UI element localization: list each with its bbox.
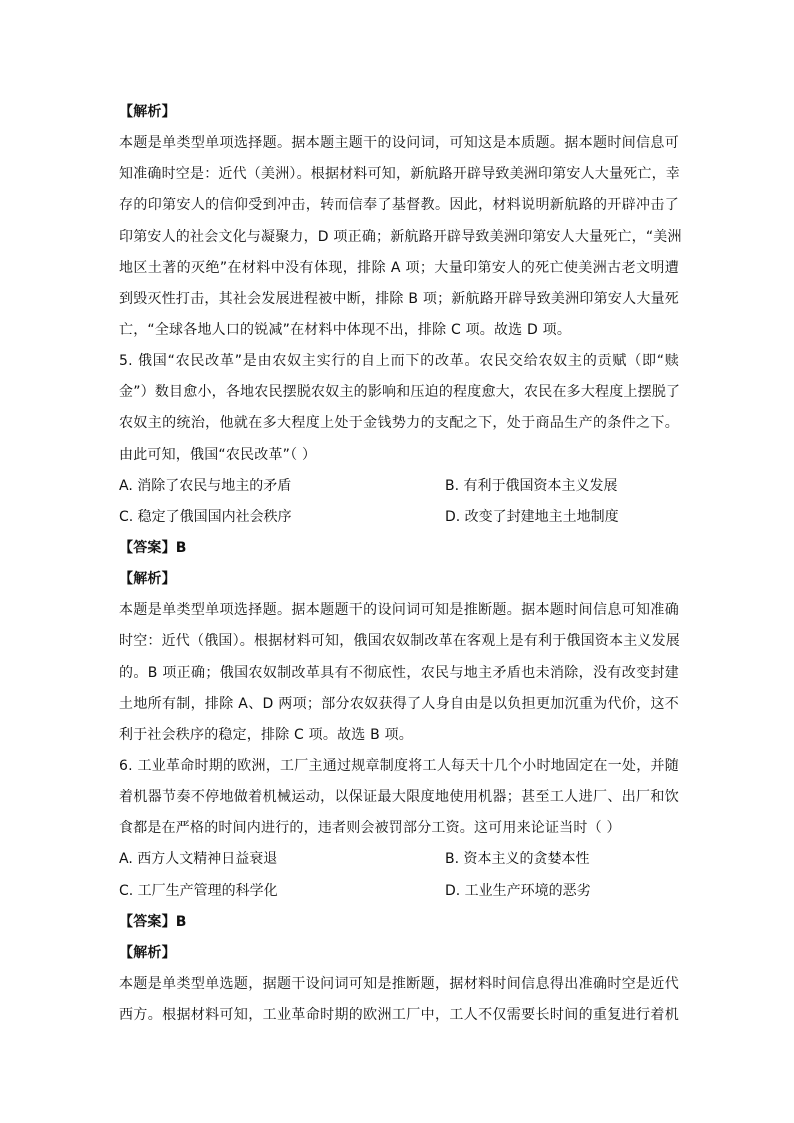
question-5-analysis-line: 利于社会秩序的稳定，排除 C 项。故选 B 项。 bbox=[119, 727, 413, 743]
question-5-analysis-line: 的。B 项正确；俄国农奴制改革具有不彻底性，农民与地主矛盾也未消除，没有改变封建 bbox=[119, 665, 679, 681]
analysis-heading: 【解析】 bbox=[119, 104, 176, 120]
question-5-stem: 5. 俄国“农民改革”是由农奴主实行的自上而下的改革。农民交给农奴主的贡赋（即“赎 bbox=[119, 353, 679, 369]
question-6-stem: 食都是在严格的时间内进行的，违者则会被罚部分工资。这可用来论证当时（ ） bbox=[119, 820, 621, 836]
question-5-option-c: C. 稳定了俄国国内社会秩序 bbox=[119, 509, 292, 525]
analysis-line: 存的印第安人的信仰受到冲击，转而信奉了基督教。因此，材料说明新航路的开辟冲击了 bbox=[119, 197, 679, 213]
analysis-line: 印第安人的社会文化与凝聚力，D 项正确；新航路开辟导致美洲印第安人大量死亡，“美洲 bbox=[119, 229, 682, 245]
question-6-answer: 【答案】B bbox=[119, 914, 187, 930]
question-5-stem: 由此可知，俄国“农民改革”（ ） bbox=[119, 447, 317, 463]
analysis-line: 到毁灭性打击，其社会发展进程被中断，排除 B 项；新航路开辟导致美洲印第安人大量死 bbox=[119, 291, 679, 307]
question-5-answer: 【答案】B bbox=[119, 540, 187, 556]
question-5-analysis-line: 土地所有制，排除 A、D 两项；部分农奴获得了人身自由是以负担更加沉重为代价，这不 bbox=[119, 696, 679, 712]
question-6-stem: 6. 工业革命时期的欧洲，工厂主通过规章制度将工人每天十几个小时地固定在一处，并随 bbox=[119, 758, 679, 774]
question-6-analysis-line: 西方。根据材料可知，工业革命时期的欧洲工厂中，工人不仅需要长时间的重复进行着机 bbox=[119, 1007, 679, 1023]
question-5-option-d: D. 改变了封建地主土地制度 bbox=[445, 509, 619, 525]
analysis-line: 本题是单类型单项选择题。据本题主题干的设问词，可知这是本质题。据本题时间信息可 bbox=[119, 135, 679, 151]
question-6-stem: 着机器节奏不停地做着机械运动，以保证最大限度地使用机器；甚至工人进厂、出厂和饮 bbox=[119, 789, 679, 805]
analysis-line: 亡，“全球各地人口的锐减”在材料中体现不出，排除 C 项。故选 D 项。 bbox=[119, 322, 572, 338]
question-6-analysis-heading: 【解析】 bbox=[119, 945, 176, 961]
question-5-option-b: B. 有利于俄国资本主义发展 bbox=[445, 478, 618, 494]
question-5-analysis-heading: 【解析】 bbox=[119, 571, 176, 587]
question-6-option-d: D. 工业生产环境的恶劣 bbox=[445, 883, 591, 899]
question-5-analysis-line: 时空：近代（俄国）。根据材料可知，俄国农奴制改革在客观上是有利于俄国资本主义发展 bbox=[119, 633, 680, 649]
question-6-option-c: C. 工厂生产管理的科学化 bbox=[119, 883, 278, 899]
question-5-stem: 金”）数目愈小，各地农民摆脱农奴主的影响和压迫的程度愈大，农民在多大程度上摆脱了 bbox=[119, 384, 681, 400]
question-6-analysis-line: 本题是单类型单选题，据题干设问词可知是推断题，据材料时间信息得出准确时空是近代 bbox=[119, 976, 679, 992]
question-5-stem: 农奴主的统治，他就在多大程度上处于金钱势力的支配之下，处于商品生产的条件之下。 bbox=[119, 415, 679, 431]
question-5-analysis-line: 本题是单类型单项选择题。据本题题干的设问词可知是推断题。据本题时间信息可知准确 bbox=[119, 602, 679, 618]
question-5-option-a: A. 消除了农民与地主的矛盾 bbox=[119, 478, 292, 494]
question-6-option-b: B. 资本主义的贪婪本性 bbox=[445, 851, 590, 867]
analysis-line: 地区土著的灭绝”在材料中没有体现，排除 A 项；大量印第安人的死亡使美洲古老文明遭 bbox=[119, 260, 679, 276]
analysis-line: 知准确时空是：近代（美洲）。根据材料可知，新航路开辟导致美洲印第安人大量死亡，幸 bbox=[119, 166, 680, 182]
question-6-option-a: A. 西方人文精神日益衰退 bbox=[119, 851, 278, 867]
